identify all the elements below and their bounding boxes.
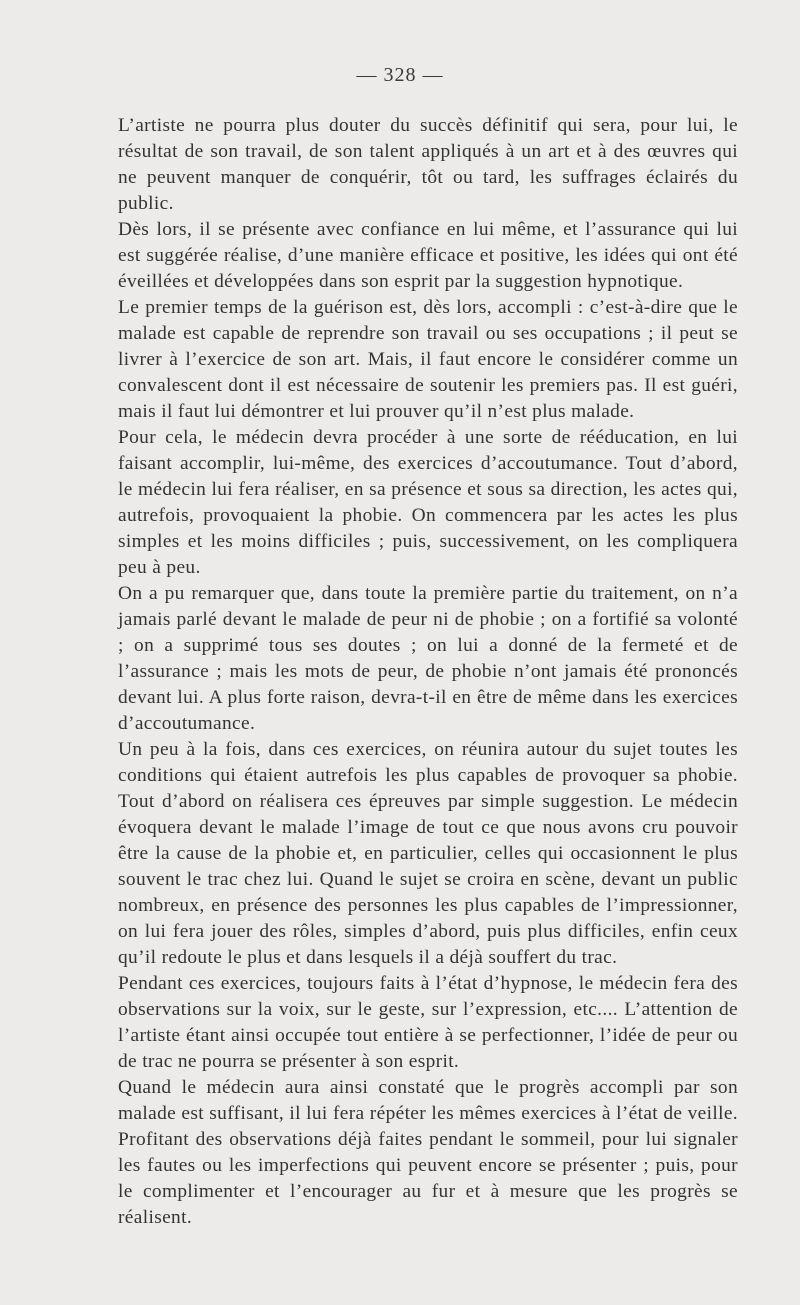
body-text xyxy=(118,113,738,1231)
paragraph-7: Pendant ces exercices, toujours faits à l’état d’hypnose, le médecin fera des observations sur la voix, sur le geste, sur l’expression, etc.... L’attention de l’artiste étant ainsi occupée tout entière à se perfectionner, l’idée de peur ou de trac ne pourra se présenter à son esprit. xyxy=(118,973,738,1072)
paragraph-4: Pour cela, le médecin devra procéder à une sorte de rééducation, en lui faisant accomplir, lui-même, des exercices d’accoutumance. Tout d’abord, le médecin lui fera réaliser, en sa présence et sous sa direction, les actes qui, autrefois, provoquaient la phobie. On commencera par les actes les plus simples et les moins difficiles ; puis, successivement, on les compliquera peu à peu. xyxy=(118,427,738,578)
page-number: — 328 — xyxy=(356,64,444,86)
paragraph-6: Un peu à la fois, dans ces exercices, on réunira autour du sujet toutes les conditions qui étaient autrefois les plus capables de provoquer sa phobie. Tout d’abord on réalisera ces épreuves par simple suggestion. Le médecin évoquera devant le malade l’image de tout ce que nous avons cru pouvoir être la cause de la phobie et, en particulier, celles qui occasionnent le plus souvent le trac chez lui. Quand le sujet se croira en scène, devant un public nombreux, en présence des personnes les plus capables de l’impressionner, on lui fera jouer des rôles, simples d’abord, puis plus difficiles, enfin ceux qu’il redoute le plus et dans lesquels il a déjà souffert du trac. xyxy=(118,739,738,968)
paragraph-5: On a pu remarquer que, dans toute la première partie du traitement, on n’a jamais parlé devant le malade de peur ni de phobie ; on a fortifié sa volonté ; on a supprimé tous ses doutes ; on lui a donné de la fermeté et de l’assurance ; mais les mots de peur, de phobie n’ont jamais été prononcés devant lui. A plus forte raison, devra-t-il en être de même dans les exercices d’accoutumance. xyxy=(118,583,738,734)
paragraph-2: Dès lors, il se présente avec confiance en lui même, et l’assurance qui lui est suggérée réalise, d’une manière efficace et positive, les idées qui ont été éveillées et développées dans son esprit par la suggestion hypnotique. xyxy=(118,219,738,292)
paragraph-1: L’artiste ne pourra plus douter du succès définitif qui sera, pour lui, le résultat de son travail, de son talent appliqués à un art et à des œuvres qui ne peuvent manquer de conquérir, tôt ou tard, les suffrages éclairés du public. xyxy=(118,115,738,214)
paragraph-3: Le premier temps de la guérison est, dès lors, accompli : c’est-à-dire que le malade est capable de reprendre son travail ou ses occupations ; il peut se livrer à l’exercice de son art. Mais, il faut encore le considérer comme un convalescent dont il est nécessaire de soutenir les premiers pas. Il est guéri, mais il faut lui démontrer et lui prouver qu’il n’est plus malade. xyxy=(118,297,738,422)
paragraph-8: Quand le médecin aura ainsi constaté que le progrès accompli par son malade est suffisant, il lui fera répéter les mêmes exercices à l’état de veille. Profitant des observations déjà faites pendant le sommeil, pour lui signaler les fautes ou les imperfections qui peuvent encore se présenter ; puis, pour le complimenter et l’encourager au fur et à mesure que les progrès se réalisent. xyxy=(118,1077,738,1228)
